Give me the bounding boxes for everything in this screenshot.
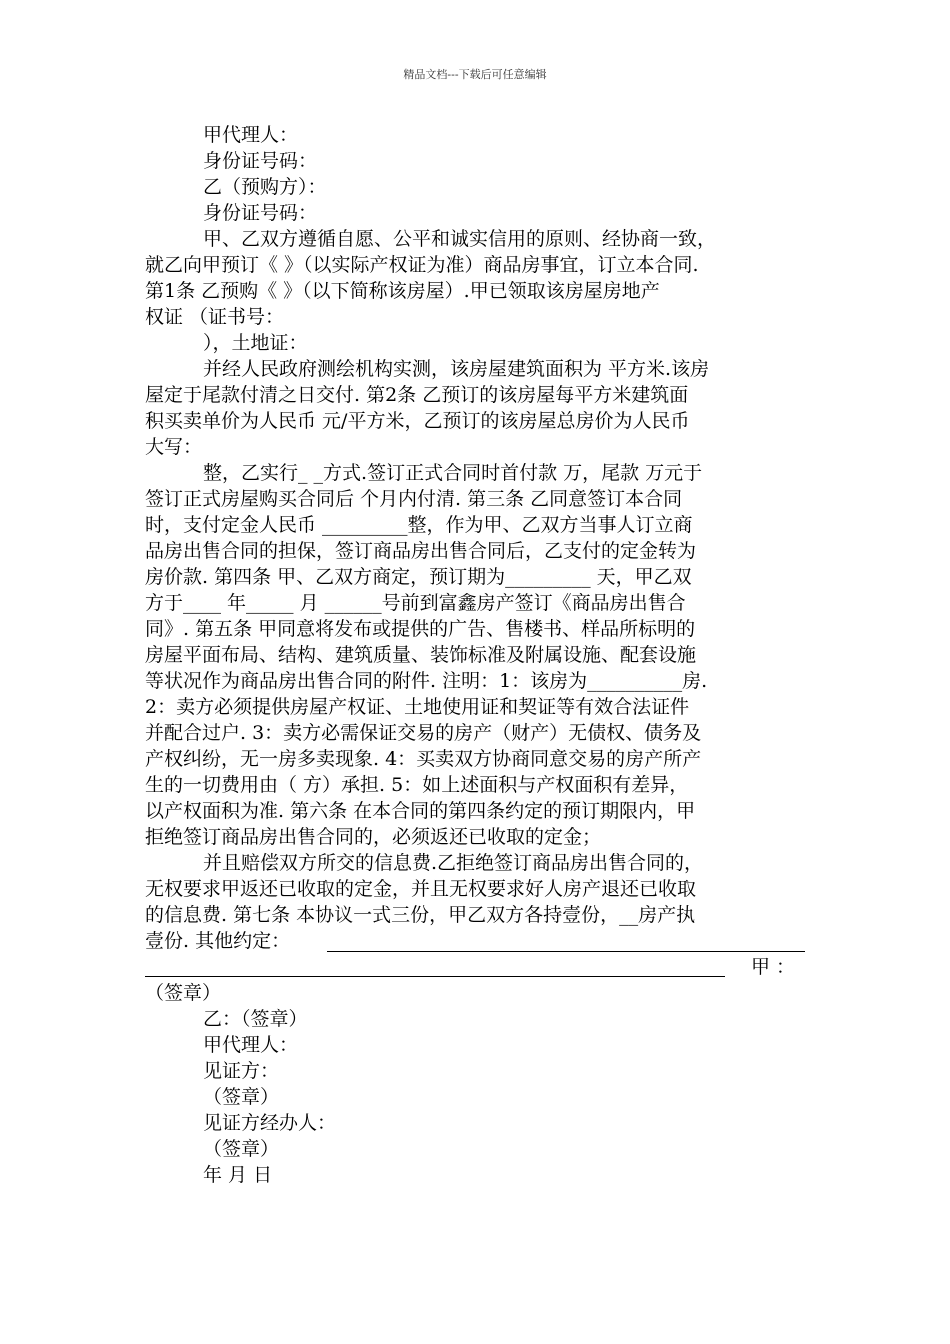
- paragraph-line: 整，乙实行_ _方式.签订正式合同时首付款 万，尾款 万元于: [203, 462, 703, 484]
- witness-seal-line: （签章）: [203, 1086, 280, 1108]
- signature-blank-line: [145, 958, 725, 977]
- paragraph-line: ），土地证：: [203, 332, 308, 354]
- seal-line: （签章）: [145, 982, 222, 1004]
- page-header: 精品文档---下载后可任意编辑: [403, 68, 547, 81]
- id-number-line: 身份证号码：: [203, 202, 318, 224]
- party-a-label: 甲 ：: [750, 956, 795, 978]
- paragraph-line: 并经人民政府测绘机构实测，该房屋建筑面积为 平方米.该房: [203, 358, 710, 380]
- paragraph-line: 品房出售合同的担保，签订商品房出售合同后，乙支付的定金转为: [145, 540, 697, 562]
- paragraph-line: 房价款. 第四条 甲、乙双方商定，预订期为_________ 天，甲乙双: [145, 566, 692, 588]
- party-a-agent-line: 甲代理人：: [203, 124, 299, 146]
- paragraph-line: 等状况作为商品房出售合同的附件. 注明：1：该房为__________房.: [145, 670, 708, 692]
- witness-agent-seal-line: （签章）: [203, 1138, 280, 1160]
- other-terms-line: [145, 928, 805, 954]
- paragraph-line: 大写：: [145, 436, 203, 458]
- paragraph-line: 生的一切费用由（ 方）承担. 5：如上述面积与产权面积有差异，: [145, 774, 689, 796]
- party-a-agent-line: 甲代理人：: [203, 1034, 299, 1056]
- other-terms-blank: [327, 932, 805, 952]
- paragraph-line: 第1条 乙预购《 》（以下简称该房屋）.甲已领取该房屋房地产: [145, 280, 660, 302]
- party-b-line: 乙（预购方）：: [203, 176, 327, 198]
- witness-agent-line: 见证方经办人：: [203, 1112, 337, 1134]
- paragraph-line: 方于____ 年_____ 月 ______号前到富鑫房产签订《商品房出售合: [145, 592, 686, 614]
- id-number-line: 身份证号码：: [203, 150, 318, 172]
- paragraph-line: 的信息费. 第七条 本协议一式三份，甲乙双方各持壹份，__房产执: [145, 904, 696, 926]
- paragraph-line: 甲、乙双方遵循自愿、公平和诚实信用的原则、经协商一致，: [203, 228, 717, 250]
- paragraph-line: 签订正式房屋购买合同后 个月内付清. 第三条 乙同意签订本合同: [145, 488, 683, 510]
- paragraph-line: 并配合过户. 3：卖方必需保证交易的房产（财产）无债权、债务及: [145, 722, 702, 744]
- paragraph-line: 就乙向甲预订《 》（以实际产权证为准）商品房事宜，订立本合同.: [145, 254, 699, 276]
- contract-body: [145, 122, 805, 1188]
- paragraph-line: 并且赔偿双方所交的信息费.乙拒绝签订商品房出售合同的，: [203, 852, 704, 874]
- paragraph-line: 无权要求甲返还已收取的定金，并且无权要求好人房产退还已收取: [145, 878, 697, 900]
- paragraph-line: 积买卖单价为人民币 元/平方米，乙预订的该房屋总房价为人民币: [145, 410, 690, 432]
- paragraph-line: 屋定于尾款付清之日交付. 第2条 乙预订的该房屋每平方米建筑面: [145, 384, 689, 406]
- paragraph-line: 以产权面积为准. 第六条 在本合同的第四条约定的预订期限内，甲: [145, 800, 696, 822]
- paragraph-line: 时，支付定金人民币 _________整，作为甲、乙双方当事人订立商: [145, 514, 693, 536]
- party-a-signature-row: [145, 954, 805, 980]
- paragraph-line: 2：卖方必须提供房屋产权证、土地使用证和契证等有效合法证件: [145, 696, 690, 718]
- date-line: 年 月 日: [203, 1164, 273, 1186]
- paragraph-line: 房屋平面布局、结构、建筑质量、装饰标准及附属设施、配套设施: [145, 644, 697, 666]
- other-terms-label: 壹份. 其他约定：: [145, 930, 291, 952]
- witness-line: 见证方：: [203, 1060, 280, 1082]
- paragraph-line: 同》. 第五条 甲同意将发布或提供的广告、售楼书、样品所标明的: [145, 618, 696, 640]
- paragraph-line: 权证 （证书号：: [145, 306, 285, 328]
- paragraph-line: 拒绝签订商品房出售合同的，必须返还已收取的定金；: [145, 826, 602, 848]
- paragraph-line: 产权纠纷，无一房多卖现象. 4：买卖双方协商同意交易的房产所产: [145, 748, 702, 770]
- party-b-seal-line: 乙：（签章）: [203, 1008, 308, 1030]
